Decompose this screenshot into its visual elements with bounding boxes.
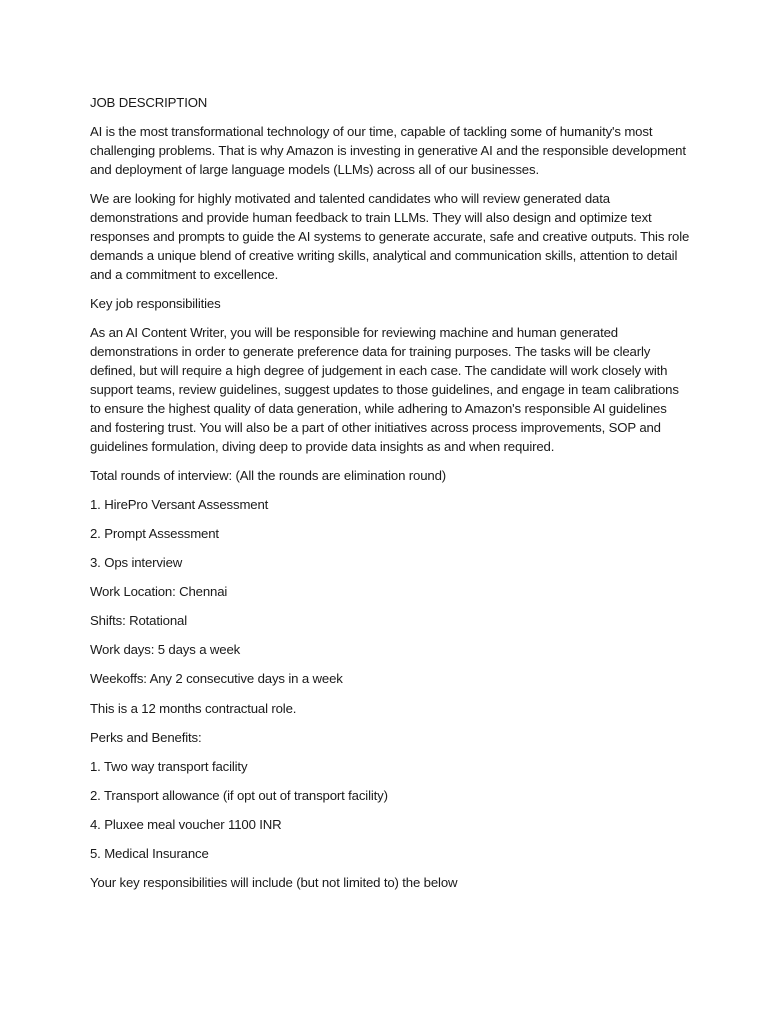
contract-note: This is a 12 months contractual role. xyxy=(90,701,297,716)
key-responsibilities-paragraph: As an AI Content Writer, you will be responsible for reviewing machine and human generated demonstrations in order to generate preference data for training purposes. The tasks will be clearly defined, but will require a high degree of judgement in each case. The candidate will work closely with support teams, review guidelines, suggest updates to those guidelines, and engage in team calibrations to ensure the highest quality of data generation, while adhering to Amazon's responsible AI guidelines and fostering trust. You will also be a part of other initiatives across process improvements, SOP and guidelines formulation, diving deep to provide data insights as and when required. xyxy=(90,325,679,454)
interview-round-item: 3. Ops interview xyxy=(90,555,183,570)
closing-line: Your key responsibilities will include (but not limited to) the below xyxy=(90,875,458,890)
document-body xyxy=(90,93,690,892)
looking-for-paragraph: We are looking for highly motivated and talented candidates who will review generated data demonstrations and provide human feedback to train LLMs. They will also design and optimize text responses and prompts to guide the AI systems to generate accurate, safe and creative outputs. This role demands a unique blend of creative writing skills, analytical and communication skills, attention to detail and a commitment to excellence. xyxy=(90,191,690,282)
perk-item: 1. Two way transport facility xyxy=(90,759,248,774)
key-responsibilities-heading: Key job responsibilities xyxy=(90,296,221,311)
interview-round-item: 2. Prompt Assessment xyxy=(90,526,219,541)
intro-paragraph: AI is the most transformational technology of our time, capable of tackling some of humanity's most challenging problems. That is why Amazon is investing in generative AI and the responsible development and deployment of large language models (LLMs) across all of our businesses. xyxy=(90,124,686,177)
shifts: Shifts: Rotational xyxy=(90,613,187,628)
perk-item: 4. Pluxee meal voucher 1100 INR xyxy=(90,817,282,832)
work-days: Work days: 5 days a week xyxy=(90,642,241,657)
work-location: Work Location: Chennai xyxy=(90,584,228,599)
interview-rounds-heading: Total rounds of interview: (All the rounds are elimination round) xyxy=(90,468,447,483)
perk-item: 5. Medical Insurance xyxy=(90,846,209,861)
document-heading: JOB DESCRIPTION xyxy=(90,95,208,110)
interview-round-item: 1. HirePro Versant Assessment xyxy=(90,497,269,512)
weekoffs: Weekoffs: Any 2 consecutive days in a week xyxy=(90,671,343,686)
perks-heading: Perks and Benefits: xyxy=(90,730,202,745)
perk-item: 2. Transport allowance (if opt out of transport facility) xyxy=(90,788,388,803)
